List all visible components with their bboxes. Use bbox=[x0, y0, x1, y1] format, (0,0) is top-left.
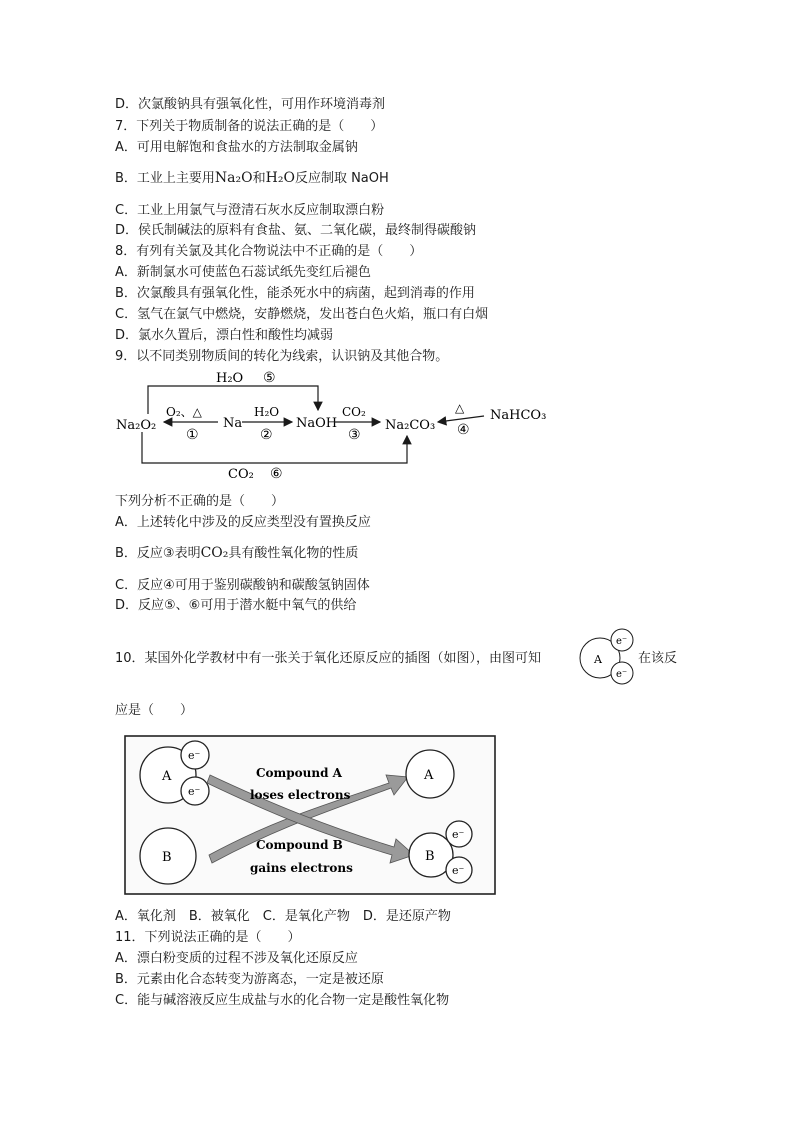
q7b-formula-h2o: H₂O bbox=[265, 170, 295, 186]
big-a-right: A bbox=[424, 768, 434, 783]
inline-atom-figure bbox=[576, 626, 638, 688]
q11-option-a: A．漂白粉变质的过程不涉及氧化还原反应 bbox=[115, 951, 358, 966]
big-b-right: B bbox=[425, 849, 435, 864]
big-e1: e⁻ bbox=[188, 749, 201, 762]
q9-option-b bbox=[115, 544, 358, 563]
label-compound-b: Compound B bbox=[256, 838, 343, 852]
big-e3: e⁻ bbox=[452, 828, 465, 841]
q7-option-c: C．工业上用氯气与澄清石灰水反应制取漂白粉 bbox=[115, 203, 385, 218]
label-compound-a: Compound A bbox=[256, 766, 342, 780]
q6-option-d: D．次氯酸钠具有强氧化性，可用作环境消毒剂 bbox=[115, 97, 386, 112]
label-loses-electrons: loses electrons bbox=[250, 788, 351, 802]
q9-stem: 9．以不同类别物质间的转化为线索，认识钠及其他合物。 bbox=[115, 349, 449, 364]
q9-option-a: A．上述转化中涉及的反应类型没有置换反应 bbox=[115, 515, 371, 530]
label-gains-electrons: gains electrons bbox=[250, 861, 353, 875]
r1-num: ① bbox=[186, 427, 199, 443]
r6-label: CO₂ bbox=[228, 467, 254, 482]
q7-option-b bbox=[115, 169, 389, 188]
r4-label: △ bbox=[455, 401, 465, 415]
q8-stem: 8．有列有关氯及其化合物说法中不正确的是（ ） bbox=[115, 244, 423, 259]
r2-num: ② bbox=[260, 427, 273, 443]
q7b-suffix: 反应制取 NaOH bbox=[294, 171, 389, 186]
q10-stem-cont: 应是（ ） bbox=[115, 703, 194, 718]
species-nahco3: NaHCO₃ bbox=[490, 408, 547, 423]
r6-num: ⑥ bbox=[270, 466, 283, 482]
q9-sub-stem: 下列分析不正确的是（ ） bbox=[115, 494, 285, 509]
r3-label: CO₂ bbox=[342, 405, 366, 419]
r4-num: ④ bbox=[457, 422, 470, 438]
q7b-and: 和 bbox=[252, 171, 266, 186]
q7b-formula-na2o: Na₂O bbox=[214, 170, 253, 186]
q9b-prefix: B．反应③表明 bbox=[115, 546, 201, 561]
q8-option-c: C．氢气在氯气中燃烧，安静燃烧，发出苍白色火焰，瓶口有白烟 bbox=[115, 307, 489, 322]
big-b-left: B bbox=[162, 850, 172, 865]
species-na: Na bbox=[223, 416, 243, 431]
inline-e2-label: e⁻ bbox=[616, 669, 628, 680]
q7-option-a: A．可用电解饱和食盐水的方法制取金属钠 bbox=[115, 140, 358, 155]
q11-option-b: B．元素由化合态转变为游离态，一定是被还原 bbox=[115, 972, 384, 987]
q9b-suffix: 具有酸性氧化物的性质 bbox=[228, 546, 359, 561]
q9b-formula-co2: CO₂ bbox=[200, 545, 229, 561]
r5-num: ⑤ bbox=[263, 370, 276, 386]
big-e2: e⁻ bbox=[188, 785, 201, 798]
q8-option-b: B．次氯酸具有强氧化性，能杀死水中的病菌，起到消毒的作用 bbox=[115, 286, 475, 301]
r2-label: H₂O bbox=[254, 405, 280, 419]
q8-option-d: D．氯水久置后，漂白性和酸性均减弱 bbox=[115, 328, 334, 343]
redox-illustration bbox=[124, 735, 496, 895]
sodium-conversion-scheme bbox=[110, 366, 560, 484]
inline-a-label: A bbox=[594, 653, 602, 666]
r3-num: ③ bbox=[348, 427, 361, 443]
arrow-6 bbox=[142, 432, 407, 463]
q8-option-a: A．新制氯水可使蓝色石蕊试纸先变红后褪色 bbox=[115, 265, 371, 280]
q7-stem: 7．下列关于物质制备的说法正确的是（ ） bbox=[115, 119, 384, 134]
r1-label: O₂、△ bbox=[166, 405, 202, 419]
q10-stem-part1: 10．某国外化学教材中有一张关于氧化还原反应的插图（如图），由图可知 bbox=[115, 651, 542, 666]
q10-stem-part2: 在该反 bbox=[638, 651, 678, 666]
q7b-prefix: B．工业上主要用 bbox=[115, 171, 215, 186]
q9-option-d: D．反应⑤、⑥可用于潜水艇中氧气的供给 bbox=[115, 598, 357, 613]
inline-e1-label: e⁻ bbox=[616, 636, 628, 647]
big-a-left: A bbox=[162, 769, 172, 784]
species-naoh: NaOH bbox=[296, 416, 338, 431]
q11-option-c: C．能与碱溶液反应生成盐与水的化合物一定是酸性氧化物 bbox=[115, 993, 450, 1008]
big-e4: e⁻ bbox=[452, 864, 465, 877]
species-na2o2: Na₂O₂ bbox=[116, 418, 157, 433]
species-na2co3: Na₂CO₃ bbox=[385, 418, 436, 433]
q11-stem: 11．下列说法正确的是（ ） bbox=[115, 930, 301, 945]
q10-options: A．氧化剂 B．被氧化 C．是氧化产物 D．是还原产物 bbox=[115, 909, 451, 924]
r5-label: H₂O bbox=[216, 371, 244, 386]
q9-option-c: C．反应④可用于鉴别碳酸钠和碳酸氢钠固体 bbox=[115, 578, 370, 593]
q7-option-d: D．侯氏制碱法的原料有食盐、氨、二氧化碳，最终制得碳酸钠 bbox=[115, 223, 477, 238]
